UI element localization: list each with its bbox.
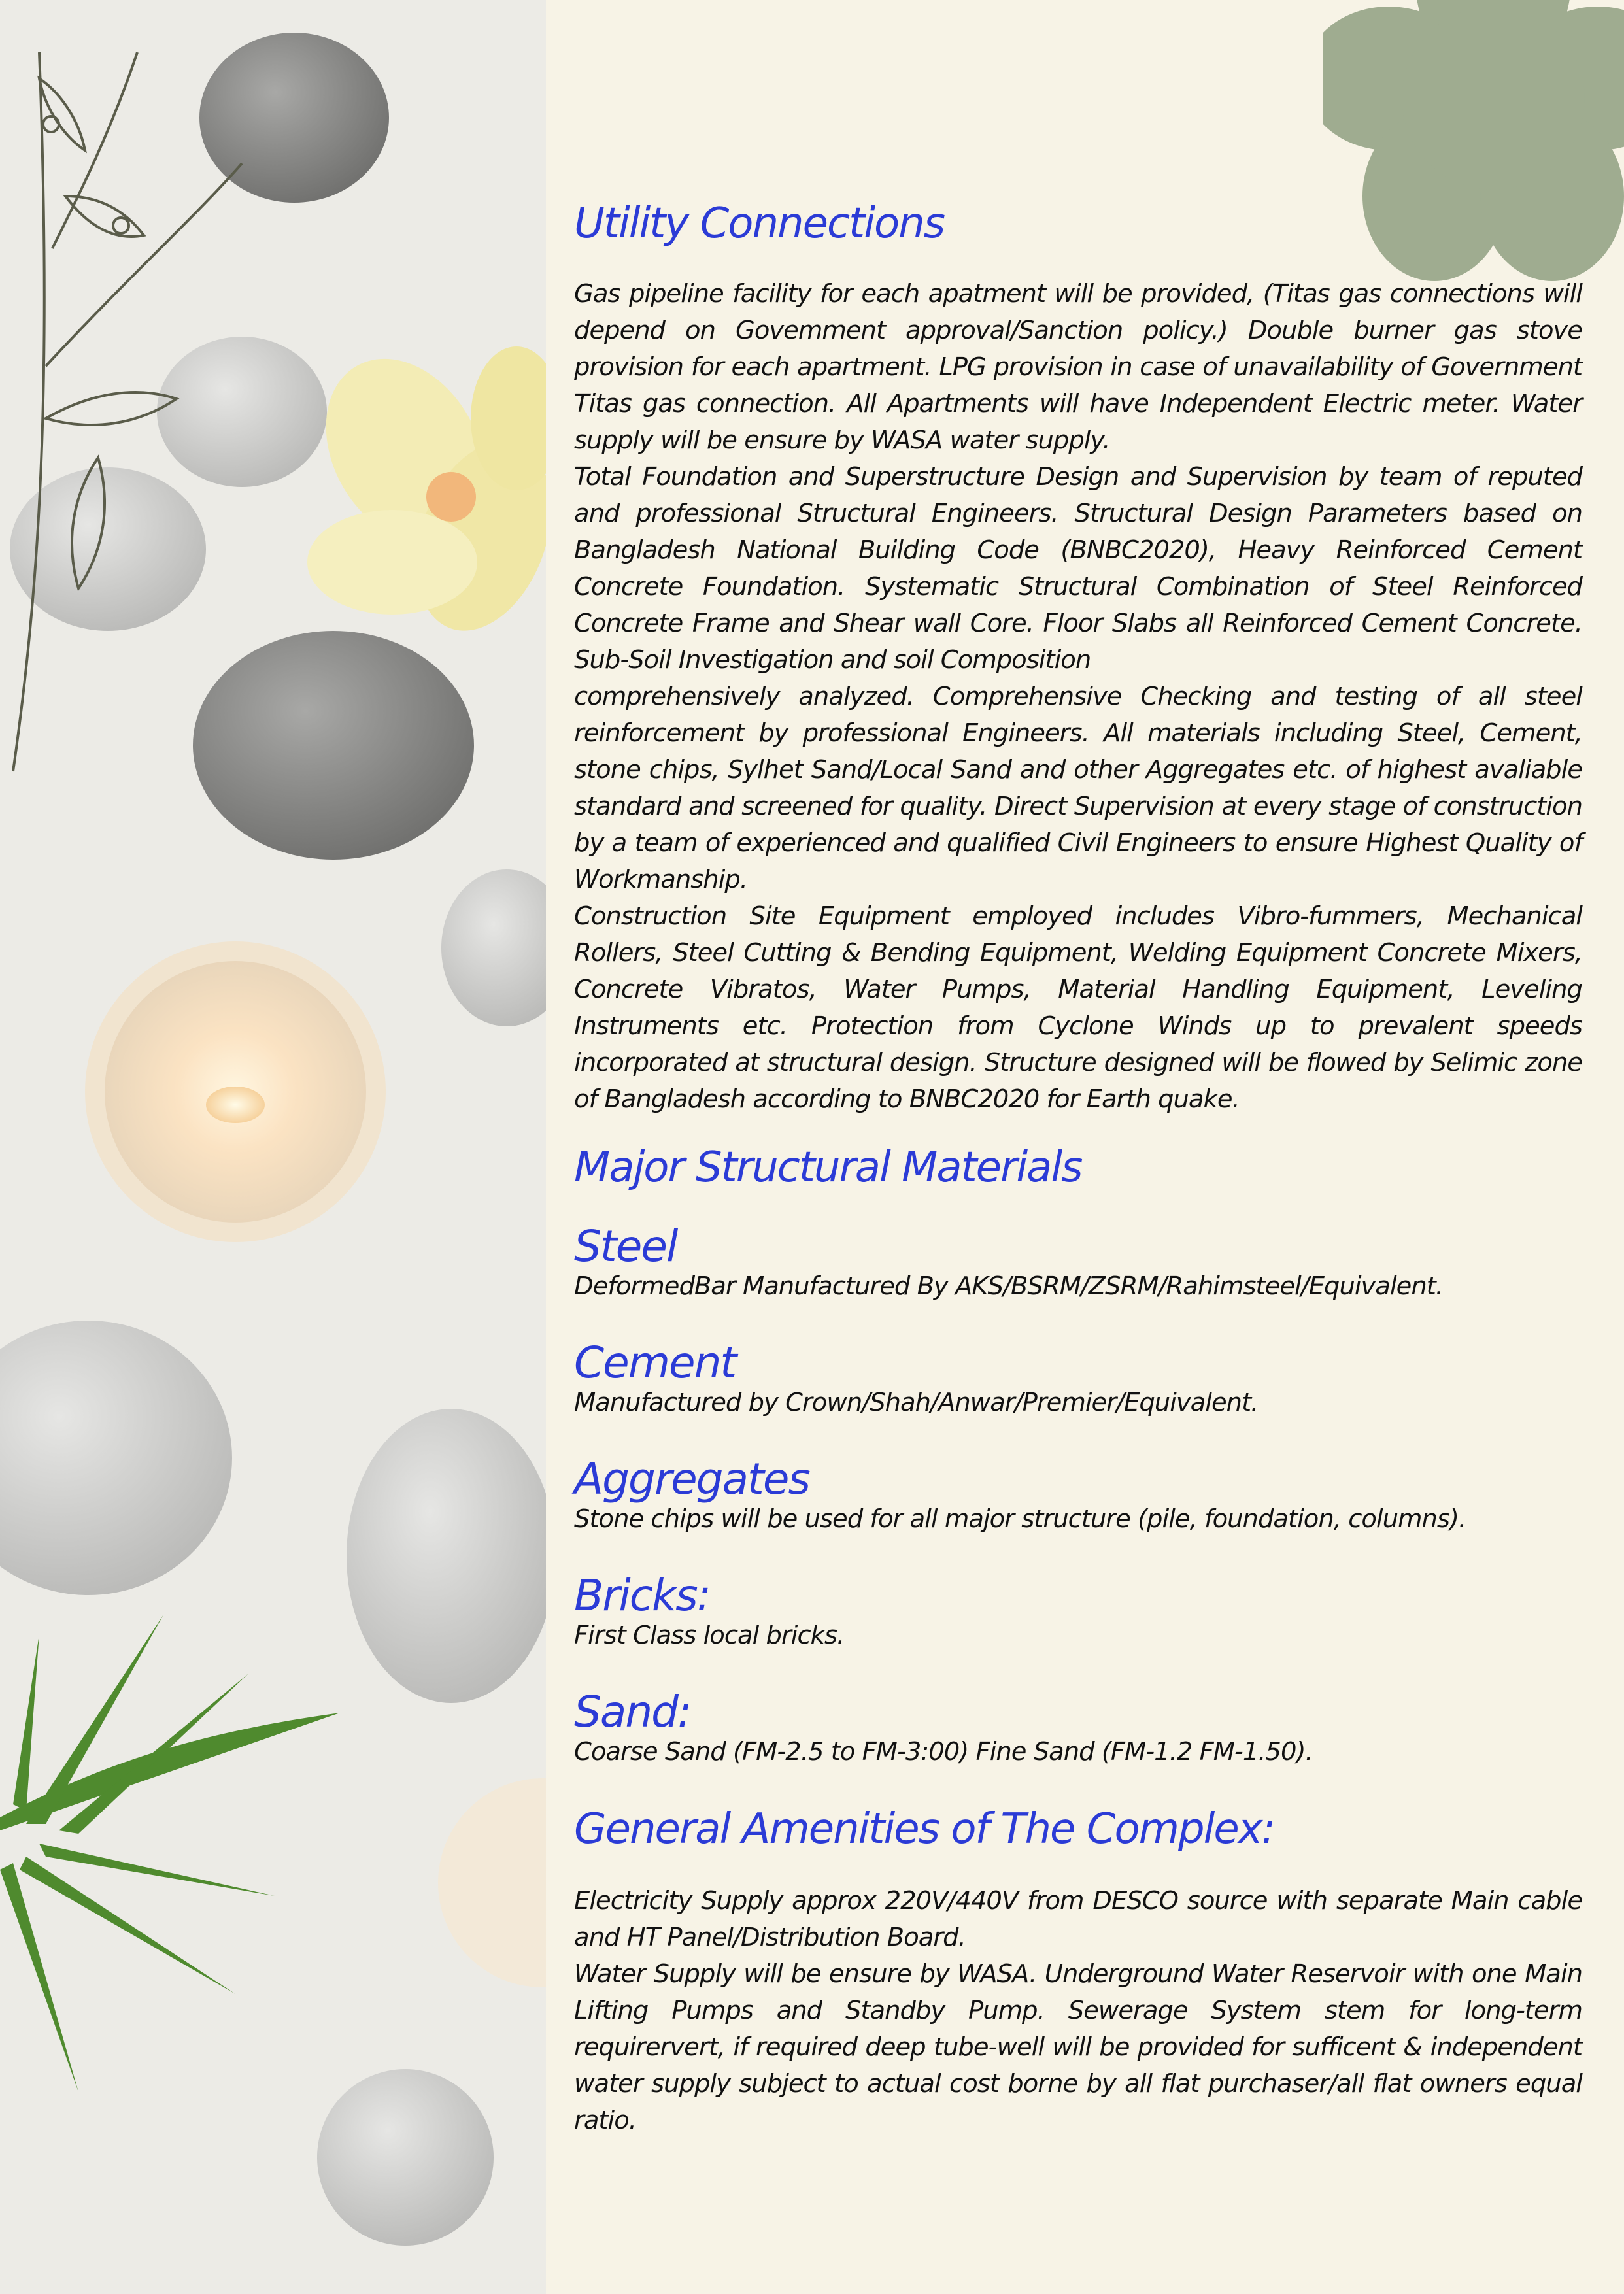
decorative-photo-panel: [0, 0, 546, 2294]
sand-heading: Sand:: [574, 1687, 691, 1737]
major-structural-materials-heading: Major Structural Materials: [574, 1143, 1082, 1192]
utility-paragraph-3: comprehensively analyzed. Comprehensive Checking and testing of all steel reinforcement by professional Engineers. All materials including Steel, Cement, stone chips, Sylhet Sand/Local Sand and other Aggregates etc. of highest avaliable standard and screened for quality. Direct Supervision at every stage of construction by a team of experienced and qualified Civil Engineers to ensure Highest Quality of Workmanship.: [574, 682, 1582, 894]
spa-stones-illustration: [0, 0, 546, 2294]
stone-bottom: [317, 2069, 494, 2246]
bricks-heading: Bricks:: [574, 1570, 710, 1621]
steel-text: DeformedBar Manufactured By AKS/BSRM/ZSRM/Rahimsteel/Equivalent.: [574, 1272, 1444, 1301]
stone-right-2: [347, 1409, 546, 1703]
cement-heading: Cement: [574, 1338, 736, 1388]
cement-text: Manufactured by Crown/Shah/Anwar/Premier/Equivalent.: [574, 1388, 1259, 1417]
utility-connections-heading: Utility Connections: [574, 199, 945, 248]
bricks-text: First Class local bricks.: [574, 1621, 845, 1650]
steel-heading: Steel: [574, 1221, 677, 1272]
amenities-paragraph-1: Electricity Supply approx 220V/440V from DESCO source with separate Main cable and HT Panel/Distribution Board.: [574, 1886, 1582, 1952]
aggregates-text: Stone chips will be used for all major structure (pile, foundation, columns).: [574, 1504, 1466, 1534]
utility-paragraph-4: Construction Site Equipment employed includes Vibro-fummers, Mechanical Rollers, Steel Cutting & Bending Equipment, Welding Equipment Concrete Mixers, Concrete Vibratos, Water Pumps, Material Handling Equipment, Leveling Instruments etc. Protection from Cyclone Winds up to prevalent speeds incorporated at structural design. Structure designed will be flowed by Selimic zone of Bangladesh according to BNBC2020 for Earth quake.: [574, 902, 1582, 1114]
sand-text: Coarse Sand (FM-2.5 to FM-3:00) Fine Sand (FM-1.2 FM-1.50).: [574, 1737, 1313, 1766]
aggregates-heading: Aggregates: [574, 1454, 809, 1504]
candle-flame-icon: [206, 1087, 265, 1123]
dark-stone-middle: [193, 631, 474, 860]
general-amenities-heading: General Amenities of The Complex:: [574, 1805, 1275, 1853]
utility-paragraph-2: Total Foundation and Superstructure Design and Supervision by team of reputed and professional Structural Engineers. Structural Design Parameters based on Bangladesh National Building Code (BNBC2020), Heavy Reinforced Cement Concrete Foundation. Systematic Structural Combination of Steel Reinforced Concrete Frame and Shear wall Core. Floor Slabs all Reinforced Cement Concrete. Sub-Soil Investigation and soil Composition: [574, 462, 1582, 675]
stone-left-1: [157, 337, 327, 487]
document-content: [574, 199, 1582, 2139]
amenities-paragraph-2: Water Supply will be ensure by WASA. Underground Water Reservoir with one Main Lifting Pumps and Standby Pump. Sewerage System stem for long-term requirervert, if required deep tube-well will be provided for sufficent & independent water supply subject to actual cost borne by all flat purchaser/all flat owners equal ratio.: [574, 1959, 1582, 2135]
utility-paragraph-1: Gas pipeline facility for each apatment will be provided, (Titas gas connections will depend on Govemment approval/Sanction policy.) Double burner gas stove provision for each apartment. LPG provision in case of unavailability of Government Titas gas connection. All Apartments will have Independent Electric meter. Water supply will be ensure by WASA water supply.: [574, 279, 1582, 455]
